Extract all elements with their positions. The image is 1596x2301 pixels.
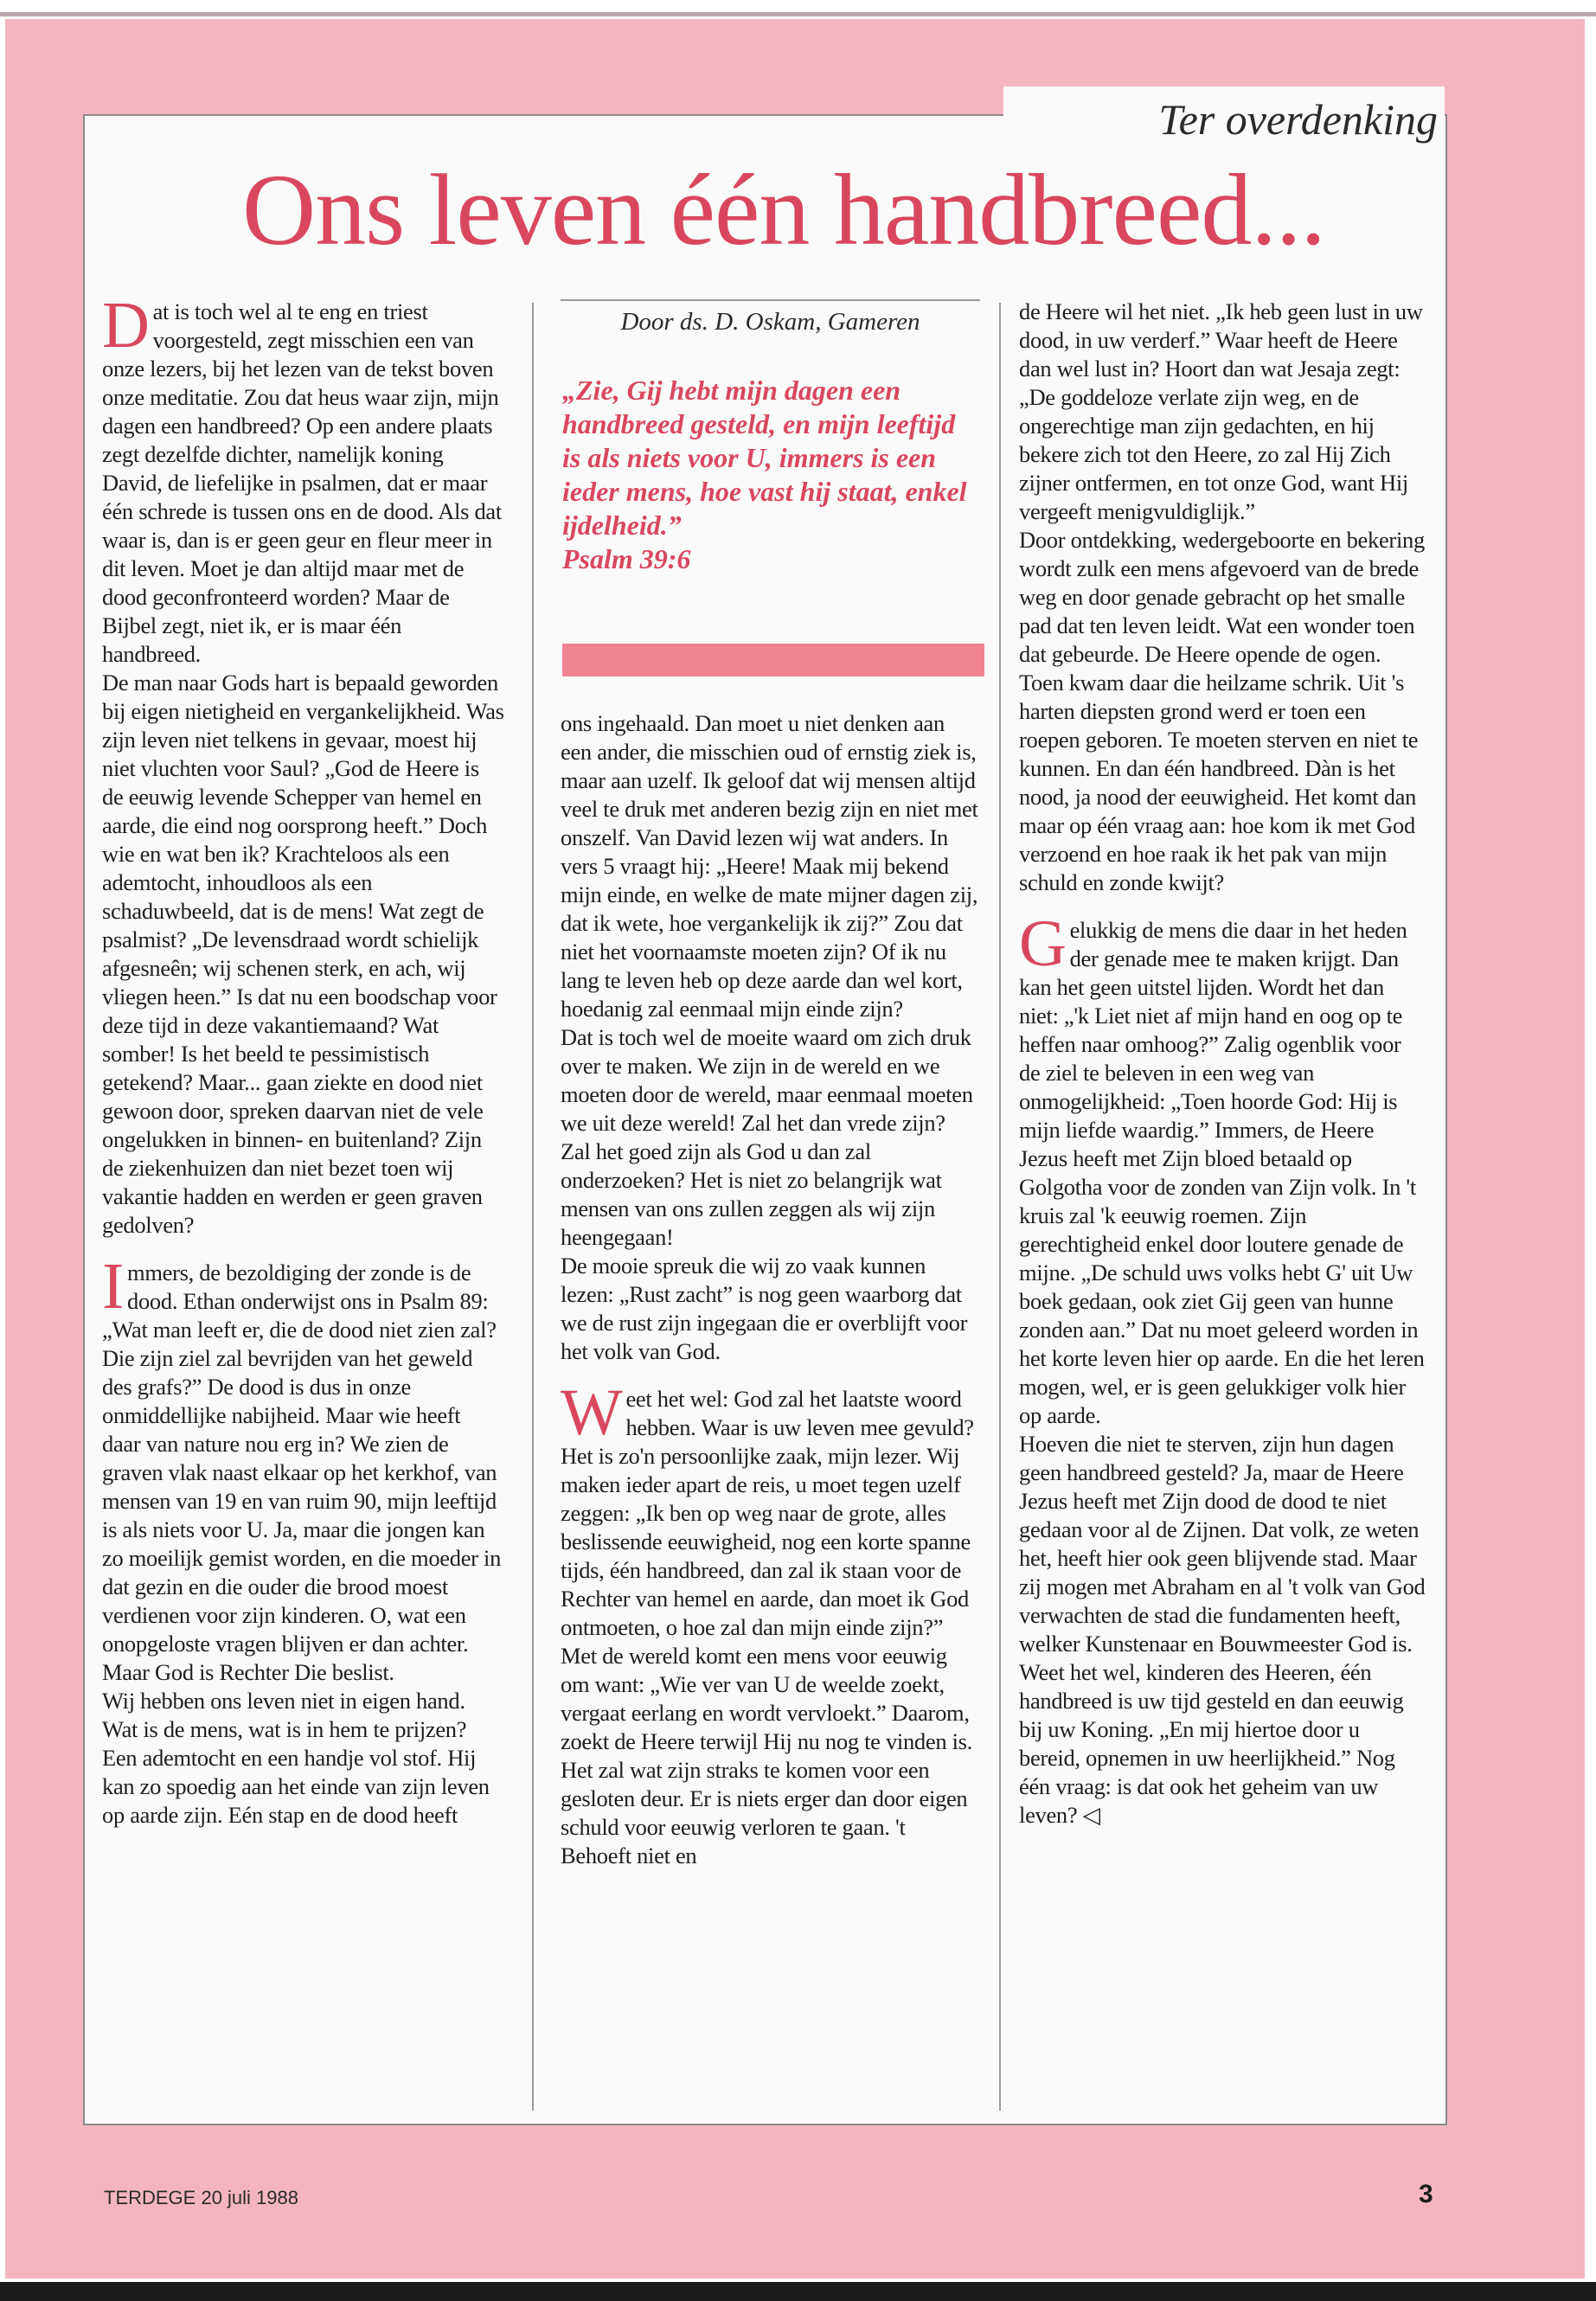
scripture-quote xyxy=(562,374,977,576)
article-title: Ons leven één handbreed... xyxy=(242,153,1325,266)
scan-bottom-edge xyxy=(0,2282,1596,2301)
paragraph: Hoeven die niet te sterven, zijn hun dagen geen handbreed gesteld? Ja, maar de Heere Jezus heeft met Zijn dood de dood te niet gedaan voor al de Zijnen. Dat volk, ze weten het, heeft hier ook geen blijvende stad. Maar zij mogen met Abraham en al 't volk van God verwachten de stad die fundamenten heeft, welker Kunstenaar en Bouwmeester God is. xyxy=(1019,1431,1426,1657)
column-divider-2 xyxy=(999,303,1001,2111)
paragraph: De man naar Gods hart is bepaald geworden bij eigen nietigheid en vergankelijkheid. Was zijn leven niet telkens in gevaar, moest hij niet vluchten voor Saul? „God de Heere is de eeuwig levende Schepper van hemel en aarde, die eind nog oorsprong heeft.” Doch wie en wat ben ik? Krachteloos als een ademtocht, inhoudloos als een schaduwbeeld, dat is de mens! Wat zegt de psalmist? „De levensdraad wordt schielijk afgesneên; wij schenen sterk, en ach, wij vliegen heen.” Is dat nu een boodschap voor deze tijd in deze vakantiemaand? Wat somber! Is het beeld te pessimistisch getekend? Maar... gaan ziekte en dood niet gewoon door, spreken daarvan niet de vele ongelukken in binnen- en buitenland? Zijn de ziekenhuizen dan niet bezet toen wij vakantie hadden en werden er geen graven gedolven? xyxy=(102,670,504,1238)
paragraph: Weet het wel: God zal het laatste woord hebben. Waar is uw leven mee gevuld? Het is zo'n persoonlijke zaak, mijn lezer. Wij maken ieder apart de reis, u moet tegen uzelf zeggen: „Ik ben op weg naar de grote, alles beslissende eeuwigheid, nog een korte spanne tijds, één handbreed, dan zal ik staan voor de Rechter van hemel en aarde, dan moet ik God ontmoeten, o hoe zal dan mijn einde zijn?” xyxy=(561,1376,974,1640)
column-divider-1 xyxy=(532,303,534,2111)
paragraph: De mooie spreuk die wij zo vaak kunnen lezen: „Rust zacht” is nog geen waarborg dat we de rust zijn ingegaan die er overblijft voor het volk van God. xyxy=(561,1253,968,1364)
quote-reference: Psalm 39:6 xyxy=(562,543,691,574)
paragraph: Wij hebben ons leven niet in eigen hand. Wat is de mens, wat is in hem te prijzen? Een ademtocht en een handje vol stof. Hij kan zo spoedig aan het einde van zijn leven op aarde zijn. Eén stap en de dood heeft xyxy=(102,1688,490,1828)
paragraph: Dat is toch wel al te eng en triest voorgesteld, zegt misschien een van onze lezers, bij het lezen van de tekst boven onze meditatie. Zou dat heus waar zijn, mijn dagen een handbreed? Op een andere plaats zegt dezelfde dichter, namelijk koning David, de liefelijke in psalmen, dat er maar één schrede is tussen ons en de dood. Als dat waar is, dan is er geen geur en fleur meer in dit leven. Moet je dan altijd maar met de dood geconfronteerd worden? Maar de Bijbel zegt, niet ik, er is maar één handbreed. xyxy=(102,289,502,667)
decorative-bar xyxy=(562,644,984,676)
author-byline: Door ds. D. Oskam, Gameren xyxy=(620,308,920,336)
paragraph: Weet het wel, kinderen des Heeren, één handbreed is uw tijd gesteld en dan eeuwig bij uw Koning. „En mij hiertoe door u bereid, opnemen in uw heerlijkheid.” Nog één vraag: is dat ook het geheim van uw leven? ◁ xyxy=(1019,1659,1404,1828)
column-2 xyxy=(561,709,980,1870)
drop-cap: D xyxy=(102,289,150,362)
column-1 xyxy=(102,289,504,1830)
drop-cap: I xyxy=(102,1250,125,1323)
page-number: 3 xyxy=(1419,2180,1433,2208)
paragraph: Gelukkig de mens die daar in het heden der genade mee te maken krijgt. Dan kan het geen uitstel lijden. Wordt het dan niet: „'k Liet niet af mijn hand en oog op te heffen naar omhoog?” Zalig ogenblik voor de ziel te beleven in een weg van onmogelijkheid: „Toen hoorde God: Hij is mijn liefde waardig.” Immers, de Heere Jezus heeft met Zijn bloed betaald op Golgotha voor de zonden van Zijn volk. In 't kruis zal 'k eeuwig roemen. Zijn gerechtigheid enkel door loutere genade de mijne. „De schuld uws volks hebt G' uit Uw boek gedaan, ook ziet Gij geen van hunne zonden aan.” Dat nu moet geleerd worden in het korte leven hier op aarde. En die het leren mogen, wel, er is geen gelukkiger volk hier op aarde. xyxy=(1019,907,1425,1428)
paragraph: Dat is toch wel de moeite waard om zich druk over te maken. We zijn in de wereld en we moeten door de wereld, maar eenmaal moeten we uit deze wereld! Zal het dan vrede zijn? Zal het goed zijn als God u dan zal onderzoeken? Het is niet zo belangrijk wat mensen van ons zullen zeggen als wij zijn heengegaan! xyxy=(561,1024,973,1250)
section-label: Ter overdenking xyxy=(1003,87,1445,152)
column-3 xyxy=(1019,298,1426,1830)
quote-text: „Zie, Gij hebt mijn dagen een handbreed gesteld, en mijn leeftijd is als niets voor U, immers is een ieder mens, hoe vast hij staat, enkel ijdelheid.” xyxy=(562,375,967,541)
byline-rule xyxy=(561,299,980,301)
paragraph: Immers, de bezoldiging der zonde is de dood. Ethan onderwijst ons in Psalm 89: „Wat man leeft er, die de dood niet zien zal? Die zijn ziel zal bevrijden van het geweld des grafs?” De dood is dus in onze onmiddellijke nabijheid. Maar wie heeft daar van nature nou erg in? We zien de graven vlak naast elkaar op het kerkhof, van mensen van 19 en van ruim 90, mijn leeftijd is als niets voor U. Ja, maar die jongen kan zo moeilijk gemist worden, en die moeder in dat gezin en die ouder die brood moest verdienen voor zijn kinderen. O, wat een onopgeloste vragen blijven er dan achter. Maar God is Rechter Die beslist. xyxy=(102,1250,502,1685)
paragraph: Door ontdekking, wedergeboorte en bekering wordt zulk een mens afgevoerd van de brede weg en door genade gebracht op het smalle pad dat ten leven leidt. Wat een wonder toen dat gebeurde. De Heere opende de ogen. Toen kwam daar die heilzame schrik. Uit 's harten diepsten grond werd er toen een roepen geboren. Te moeten sterven en niet te kunnen. En dan één handbreed. Dàn is het nood, ja nood der eeuwigheid. Het komt dan maar op één vraag aan: hoe kom ik met God verzoend en hoe raak ik het pak van mijn schuld en zonde kwijt? xyxy=(1019,527,1425,895)
drop-cap: W xyxy=(561,1376,623,1449)
paragraph: ons ingehaald. Dan moet u niet denken aan een ander, die misschien oud of ernstig ziek is, maar aan uzelf. Ik geloof dat wij mensen altijd veel te druk met anderen bezig zijn en niet met onszelf. Van David lezen wij wat anders. In vers 5 vraagt hij: „Heere! Maak mij bekend mijn einde, en welke de mate mijner dagen zij, dat ik wete, hoe vergankelijk ik zij?” Zou dat niet het voornaamste moeten zijn? Of ik nu lang te leven heb op deze aarde dan wel kort, hoedanig zal eenmaal mijn einde zijn? xyxy=(561,710,978,1022)
paragraph: Met de wereld komt een mens voor eeuwig om want: „Wie ver van U de weelde zoekt, vergaat eerlang en wordt vervloekt.” Daarom, zoekt de Heere terwijl Hij nu nog te vinden is. Het zal wat zijn straks te komen voor een gesloten deur. Er is niets erger dan door eigen schuld voor eeuwig verloren te gaan. 't Behoeft niet en xyxy=(561,1643,973,1868)
scan-top-edge xyxy=(0,12,1596,16)
drop-cap: G xyxy=(1019,907,1067,980)
paragraph: de Heere wil het niet. „Ik heb geen lust in uw dood, in uw verderf.” Waar heeft de Heere dan wel lust in? Hoort dan wat Jesaja zegt: „De goddeloze verlate zijn weg, en de ongerechtige man zijn gedachten, en hij bekere zich tot den Heere, zo zal Hij Zich zijner ontfermen, en tot onze God, want Hij vergeeft menigvuldiglijk.” xyxy=(1019,298,1423,524)
publication-footer: TERDEGE 20 juli 1988 xyxy=(104,2187,298,2208)
